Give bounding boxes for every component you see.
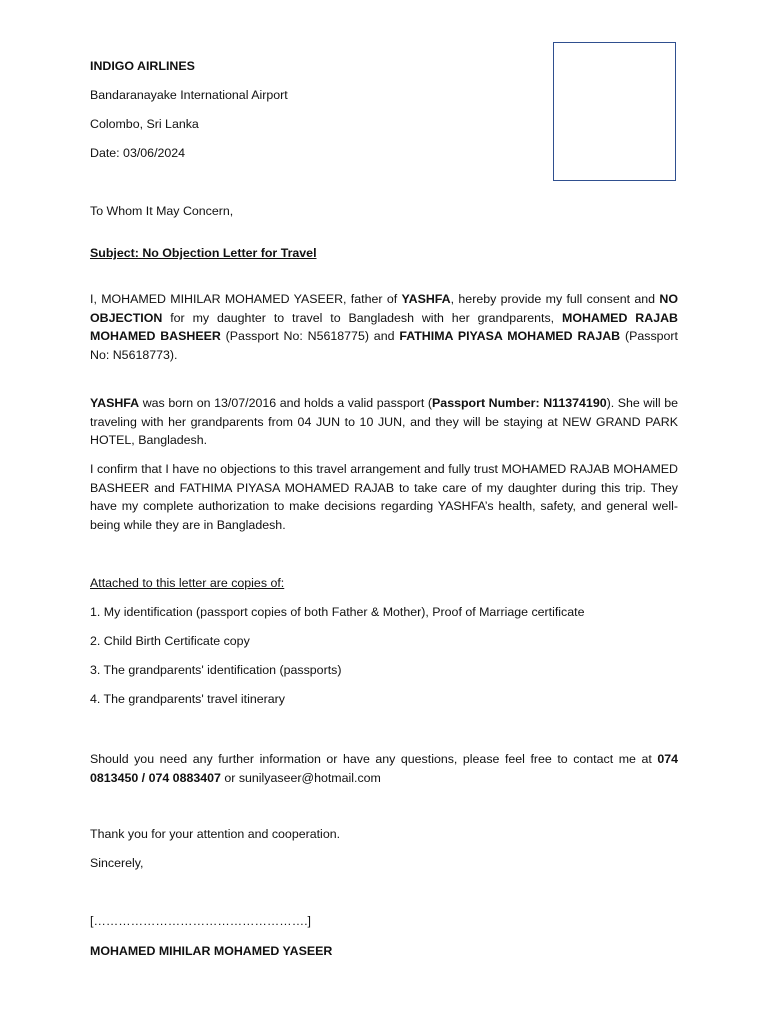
text-run: , hereby provide my full consent and xyxy=(450,292,660,306)
text-run: for my daughter to travel to Bangladesh with her grandparents, xyxy=(162,310,562,325)
text-run: (Passport No: N5618775) and xyxy=(220,329,400,344)
trust-paragraph: I confirm that I have no objections to this travel arrangement and fully trust MOHAMED RAJAB MOHAMED BASHEER and FATHIMA PIYASA MOHAMED RAJAB to take care of my daughter during this trip. They have my complete authorization to make decisions regarding YASHFA’s health, safety, and general well-being while they are in Bangladesh. xyxy=(90,462,678,533)
address-line-2: Colombo, Sri Lanka xyxy=(90,117,199,131)
passport-number: Passport Number: N11374190 xyxy=(432,396,607,410)
letter-date: Date: 03/06/2024 xyxy=(90,146,186,160)
consent-paragraph xyxy=(90,290,678,365)
attachment-item: 2. Child Birth Certificate copy xyxy=(90,634,250,648)
contact-paragraph xyxy=(90,750,678,787)
photo-placeholder-box xyxy=(553,42,676,181)
text-run: ). She will be traveling with her grandparents from 04 JUN to 10 JUN, and they will be staying at NEW GRAND PARK HOTEL, Bangladesh. xyxy=(90,396,679,448)
thanks-line: Thank you for your attention and cooperation. xyxy=(90,827,341,841)
attachments-heading: Attached to this letter are copies of: xyxy=(90,576,285,590)
attachment-item: 3. The grandparents' identification (passports) xyxy=(90,663,342,677)
text-run: Should you need any further information or have any questions, please feel free to contact me at xyxy=(90,752,658,766)
attachment-item: 4. The grandparents' travel itinerary xyxy=(90,692,285,706)
signatory-name: MOHAMED MIHILAR MOHAMED YASEER xyxy=(90,944,333,958)
email-text: or sunilyaseer@hotmail.com xyxy=(220,770,381,785)
text-run: (Passport No: N5618773). xyxy=(90,329,679,363)
company-name: INDIGO AIRLINES xyxy=(90,59,195,73)
child-name: YASHFA xyxy=(401,292,451,306)
text-run: I, MOHAMED MIHILAR MOHAMED YASEER, father of xyxy=(90,292,402,306)
signature-line: […………………………………………….] xyxy=(90,914,311,928)
salutation: To Whom It May Concern, xyxy=(90,204,234,218)
child-name: YASHFA xyxy=(90,396,140,410)
phone-numbers: 074 0813450 / 074 0883407 xyxy=(90,752,678,785)
sincerely-line: Sincerely, xyxy=(90,856,144,870)
no-objection-text: NO OBJECTION xyxy=(90,292,678,325)
child-details-paragraph xyxy=(90,394,678,450)
address-line-1: Bandaranayake International Airport xyxy=(90,88,288,102)
grandfather-name: MOHAMED RAJAB MOHAMED BASHEER xyxy=(90,310,678,344)
subject-line: Subject: No Objection Letter for Travel xyxy=(90,246,317,260)
attachment-item: 1. My identification (passport copies of both Father & Mother), Proof of Marriage certificate xyxy=(90,605,585,619)
text-run: was born on 13/07/2016 and holds a valid passport ( xyxy=(139,396,433,410)
grandmother-name: FATHIMA PIYASA MOHAMED RAJAB xyxy=(399,329,621,344)
